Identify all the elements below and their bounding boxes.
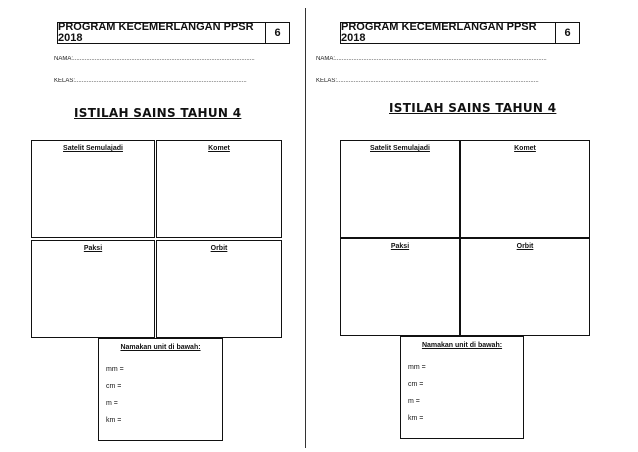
right-unit-m: m = — [408, 398, 420, 405]
right-box-orbit-label: Orbit — [516, 243, 534, 250]
right-box-komet-label: Komet — [514, 145, 536, 152]
left-banner-number: 6 — [265, 23, 289, 43]
right-banner-title: PROGRAM KECEMERLANGAN PPSR 2018 — [341, 21, 537, 44]
right-unit-mm: mm = — [408, 364, 426, 371]
left-unit-cm: cm = — [106, 383, 122, 390]
left-box-orbit-label: Orbit — [210, 245, 228, 252]
right-units-title: Namakan unit di bawah: — [421, 342, 503, 349]
right-banner-number: 6 — [555, 23, 579, 43]
left-unit-km: km = — [106, 417, 122, 424]
right-heading: ISTILAH SAINS TAHUN 4 — [389, 101, 557, 115]
left-units-box[interactable] — [98, 338, 223, 441]
left-box-komet[interactable] — [156, 140, 282, 238]
right-box-paksi[interactable] — [340, 238, 460, 336]
right-kelas-field[interactable]: KELAS:......................................................................................................................... — [316, 78, 539, 84]
right-nama-field[interactable]: NAMA:............................................................................................................................... — [316, 56, 547, 62]
right-unit-cm: cm = — [408, 381, 424, 388]
right-box-satelit-semulajadi[interactable] — [340, 140, 460, 238]
left-heading: ISTILAH SAINS TAHUN 4 — [74, 106, 242, 120]
right-unit-km: km = — [408, 415, 424, 422]
left-box-satelit-semulajadi[interactable] — [31, 140, 155, 238]
left-box-paksi[interactable] — [31, 240, 155, 338]
right-box-komet[interactable] — [460, 140, 590, 238]
right-box-satelit-semulajadi-label: Satelit Semulajadi — [370, 145, 430, 152]
right-box-paksi-label: Paksi — [390, 243, 410, 250]
left-banner-title: PROGRAM KECEMERLANGAN PPSR 2018 — [58, 21, 254, 44]
left-unit-m: m = — [106, 400, 118, 407]
left-box-satelit-semulajadi-label: Satelit Semulajadi — [63, 145, 123, 152]
right-units-box[interactable] — [400, 336, 524, 439]
right-box-orbit[interactable] — [460, 238, 590, 336]
center-divider — [305, 8, 306, 448]
left-unit-mm: mm = — [106, 366, 124, 373]
left-kelas-field[interactable]: KELAS:....................................................................................................... — [54, 78, 247, 84]
left-box-paksi-label: Paksi — [83, 245, 103, 252]
left-nama-field[interactable]: NAMA:............................................................................................................. — [54, 56, 255, 62]
left-box-komet-label: Komet — [208, 145, 230, 152]
left-banner — [57, 22, 290, 44]
right-banner — [340, 22, 580, 44]
left-units-title: Namakan unit di bawah: — [120, 344, 201, 351]
left-box-orbit[interactable] — [156, 240, 282, 338]
